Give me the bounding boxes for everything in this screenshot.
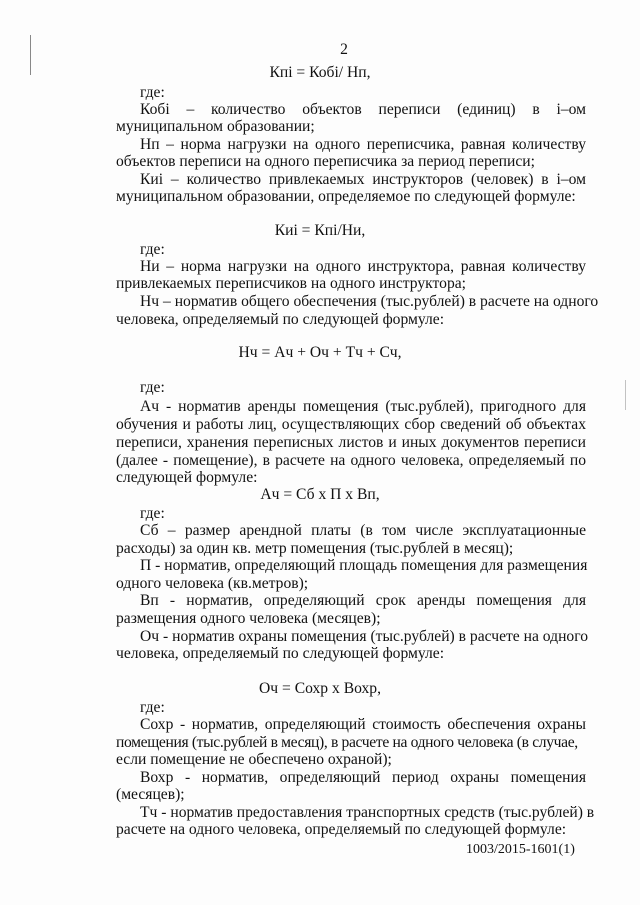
formula-ach: Ач = Сб х П х Вп, xyxy=(260,486,380,503)
text-line: Вп - норматив, определяющий срок аренды помещения для xyxy=(140,592,586,609)
where-label: где: xyxy=(140,379,165,396)
text-line: следующей формуле: xyxy=(116,469,258,486)
text-line: если помещение не обеспечено охраной); xyxy=(116,751,392,768)
text-line: П - норматив, определяющий площадь помещения для размещения xyxy=(140,557,588,574)
text-line: обучения и работы лиц, осуществляющих сбор сведений об объектах xyxy=(116,416,586,433)
scan-edge-mark xyxy=(625,380,626,410)
scan-edge-mark xyxy=(30,35,31,75)
formula-kp: Кпi = Кобi/ Нп, xyxy=(269,64,371,81)
where-label: где: xyxy=(140,241,165,258)
text-line: (далее - помещение), в расчете на одного человека, определяемый по xyxy=(116,452,586,469)
where-label: где: xyxy=(140,84,165,101)
formula-och: Оч = Сохр х Вохр, xyxy=(259,680,381,697)
text-line: Тч - норматив предоставления транспортных средств (тыс.рублей) в xyxy=(140,804,595,821)
page-number: 2 xyxy=(340,41,348,58)
text-line: муниципальном образовании, определяемое по следующей формуле: xyxy=(116,188,576,205)
text-line: одного человека (кв.метров); xyxy=(116,575,309,592)
formula-ki: Киi = Кпi/Ни, xyxy=(274,222,366,239)
text-line: Вохр - норматив, определяющий период охраны помещения xyxy=(140,769,586,786)
text-line: Ач - норматив аренды помещения (тыс.рублей), пригодного для xyxy=(140,398,586,415)
where-label: где: xyxy=(140,699,165,716)
text-line: человека, определяемый по следующей формуле: xyxy=(116,645,445,662)
text-line: (месяцев); xyxy=(116,786,185,803)
text-line: Нч – норматив общего обеспечения (тыс.рублей) в расчете на одного xyxy=(140,293,599,310)
text-line: привлекаемых переписчиков на одного инструктора; xyxy=(116,275,467,292)
text-line: расходы) за один кв. метр помещения (тыс.рублей в месяц); xyxy=(116,540,514,557)
text-line: Сохр - норматив, определяющий стоимость обеспечения охраны xyxy=(140,716,586,733)
text-line: помещения (тыс.рублей в месяц), в расчете на одного человека (в случае, xyxy=(116,734,578,751)
document-code: 1003/2015-1601(1) xyxy=(466,842,575,857)
text-line: расчете на одного человека, определяемый по следующей формуле: xyxy=(116,821,567,838)
text-line: переписи, хранения переписных листов и иных документов переписи xyxy=(116,434,586,451)
text-line: Кобi – количество объектов переписи (единиц) в i–ом xyxy=(140,101,586,118)
text-line: муниципальном образовании; xyxy=(116,118,315,135)
formula-nch: Нч = Ач + Оч + Тч + Сч, xyxy=(238,344,402,361)
where-label: где: xyxy=(140,505,165,522)
text-line: Киi – количество привлекаемых инструкторов (человек) в i–ом xyxy=(140,171,586,188)
text-line: объектов переписи на одного переписчика за период переписи; xyxy=(116,153,535,170)
text-line: Ни – норма нагрузки на одного инструктора, равная количеству xyxy=(140,258,586,275)
text-line: Нп – норма нагрузки на одного переписчика, равная количеству xyxy=(140,136,586,153)
text-line: Оч - норматив охраны помещения (тыс.рублей) в расчете на одного xyxy=(140,628,589,645)
text-line: размещения одного человека (месяцев); xyxy=(116,610,381,627)
text-line: человека, определяемый по следующей формуле: xyxy=(116,311,445,328)
text-line: Сб – размер арендной платы (в том числе эксплуатационные xyxy=(140,522,586,539)
